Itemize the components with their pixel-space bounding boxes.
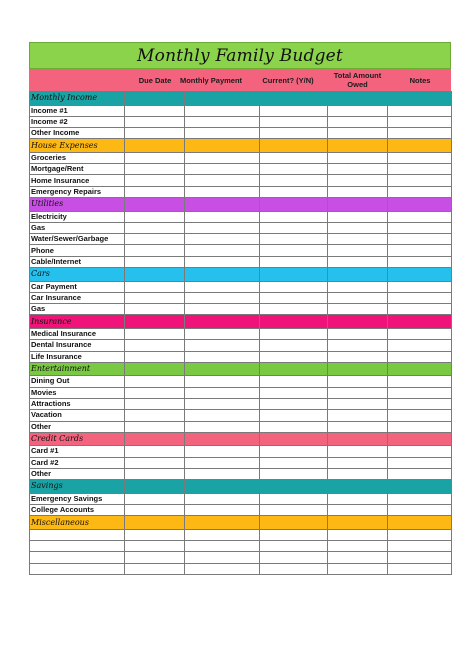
section-cell: [260, 432, 328, 446]
entry-cell[interactable]: [328, 529, 388, 540]
entry-cell[interactable]: [185, 304, 260, 315]
entry-cell[interactable]: [185, 256, 260, 267]
entry-cell[interactable]: [388, 105, 452, 116]
entry-cell[interactable]: [328, 505, 388, 516]
budget-row: [30, 351, 452, 362]
section-cell: [328, 480, 388, 494]
entry-cell[interactable]: [328, 128, 388, 139]
section-label: Miscellaneous: [30, 516, 125, 530]
section-cell: [125, 315, 185, 329]
entry-cell[interactable]: [125, 446, 185, 457]
entry-cell[interactable]: [328, 175, 388, 186]
row-label: [30, 529, 125, 540]
row-label: Home Insurance: [30, 175, 125, 186]
section-cell: [328, 362, 388, 376]
section-cell: [125, 139, 185, 153]
entry-cell[interactable]: [125, 234, 185, 245]
header-current: Current? (Y/N): [262, 75, 314, 85]
entry-cell[interactable]: [125, 493, 185, 504]
entry-cell[interactable]: [328, 446, 388, 457]
entry-cell[interactable]: [328, 376, 388, 387]
section-cell: [125, 268, 185, 282]
section-cell: [328, 516, 388, 530]
header-due-date: Due Date: [138, 75, 172, 85]
entry-cell[interactable]: [260, 552, 328, 563]
entry-cell[interactable]: [125, 505, 185, 516]
entry-cell[interactable]: [328, 281, 388, 292]
section-header-row: [30, 362, 452, 376]
section-cell: [185, 268, 260, 282]
entry-cell[interactable]: [260, 304, 328, 315]
section-header-row: [30, 432, 452, 446]
entry-cell[interactable]: [125, 304, 185, 315]
section-cell: [185, 362, 260, 376]
entry-cell[interactable]: [185, 211, 260, 222]
row-label: Income #2: [30, 116, 125, 127]
entry-cell[interactable]: [260, 421, 328, 432]
entry-cell[interactable]: [328, 304, 388, 315]
section-label: Cars: [30, 268, 125, 282]
entry-cell[interactable]: [388, 234, 452, 245]
section-cell: [260, 315, 328, 329]
entry-cell[interactable]: [185, 410, 260, 421]
entry-cell[interactable]: [388, 222, 452, 233]
entry-cell[interactable]: [328, 211, 388, 222]
row-label: Other: [30, 421, 125, 432]
entry-cell[interactable]: [260, 529, 328, 540]
row-label: Electricity: [30, 211, 125, 222]
entry-cell[interactable]: [328, 292, 388, 303]
row-label: Other: [30, 468, 125, 479]
entry-cell[interactable]: [388, 376, 452, 387]
entry-cell[interactable]: [185, 457, 260, 468]
section-cell: [260, 516, 328, 530]
section-label: Credit Cards: [30, 432, 125, 446]
budget-row: [30, 175, 452, 186]
page-title: Monthly Family Budget: [137, 45, 343, 66]
entry-cell[interactable]: [260, 376, 328, 387]
row-label: Vacation: [30, 410, 125, 421]
budget-row: [30, 387, 452, 398]
row-label: Gas: [30, 304, 125, 315]
entry-cell[interactable]: [328, 457, 388, 468]
section-cell: [328, 268, 388, 282]
entry-cell[interactable]: [388, 468, 452, 479]
entry-cell[interactable]: [185, 421, 260, 432]
row-label: [30, 541, 125, 552]
budget-row: [30, 304, 452, 315]
entry-cell[interactable]: [185, 387, 260, 398]
budget-row: [30, 468, 452, 479]
entry-cell[interactable]: [388, 387, 452, 398]
entry-cell[interactable]: [185, 292, 260, 303]
budget-row: [30, 552, 452, 563]
entry-cell[interactable]: [260, 256, 328, 267]
entry-cell[interactable]: [125, 256, 185, 267]
budget-row: [30, 529, 452, 540]
budget-row: [30, 256, 452, 267]
entry-cell[interactable]: [328, 105, 388, 116]
section-header-row: [30, 198, 452, 212]
entry-cell[interactable]: [260, 211, 328, 222]
budget-sheet: [29, 42, 451, 575]
budget-row: [30, 281, 452, 292]
column-header-row: [29, 69, 451, 91]
section-cell: [185, 315, 260, 329]
entry-cell[interactable]: [260, 164, 328, 175]
entry-cell[interactable]: [328, 387, 388, 398]
budget-row: [30, 186, 452, 197]
section-header-row: [30, 268, 452, 282]
row-label: Groceries: [30, 152, 125, 163]
entry-cell[interactable]: [185, 398, 260, 409]
section-cell: [260, 268, 328, 282]
budget-row: [30, 234, 452, 245]
entry-cell[interactable]: [125, 281, 185, 292]
entry-cell[interactable]: [328, 234, 388, 245]
entry-cell[interactable]: [185, 563, 260, 574]
section-cell: [125, 198, 185, 212]
entry-cell[interactable]: [260, 186, 328, 197]
row-label: [30, 552, 125, 563]
entry-cell[interactable]: [388, 128, 452, 139]
row-label: College Accounts: [30, 505, 125, 516]
budget-row: [30, 398, 452, 409]
entry-cell[interactable]: [185, 529, 260, 540]
entry-cell[interactable]: [328, 164, 388, 175]
entry-cell[interactable]: [125, 552, 185, 563]
section-header-row: [30, 92, 452, 106]
header-total-owed: Total Amount Owed: [333, 71, 382, 89]
entry-cell[interactable]: [260, 175, 328, 186]
entry-cell[interactable]: [185, 105, 260, 116]
entry-cell[interactable]: [328, 552, 388, 563]
entry-cell[interactable]: [388, 164, 452, 175]
entry-cell[interactable]: [260, 387, 328, 398]
entry-cell[interactable]: [388, 505, 452, 516]
entry-cell[interactable]: [125, 328, 185, 339]
row-label: Water/Sewer/Garbage: [30, 234, 125, 245]
section-header-row: [30, 139, 452, 153]
entry-cell[interactable]: [185, 234, 260, 245]
section-cell: [125, 480, 185, 494]
entry-cell[interactable]: [328, 563, 388, 574]
entry-cell[interactable]: [185, 541, 260, 552]
budget-table: [29, 91, 452, 575]
entry-cell[interactable]: [328, 328, 388, 339]
entry-cell[interactable]: [125, 340, 185, 351]
entry-cell[interactable]: [260, 398, 328, 409]
section-cell: [125, 432, 185, 446]
header-monthly-payment: Monthly Payment: [179, 75, 243, 85]
section-cell: [185, 516, 260, 530]
entry-cell[interactable]: [388, 351, 452, 362]
entry-cell[interactable]: [260, 292, 328, 303]
budget-row: [30, 541, 452, 552]
entry-cell[interactable]: [185, 340, 260, 351]
row-label: Gas: [30, 222, 125, 233]
entry-cell[interactable]: [328, 340, 388, 351]
entry-cell[interactable]: [388, 398, 452, 409]
section-cell: [328, 92, 388, 106]
budget-row: [30, 116, 452, 127]
row-label: Life Insurance: [30, 351, 125, 362]
section-cell: [388, 516, 452, 530]
budget-row: [30, 457, 452, 468]
entry-cell[interactable]: [125, 152, 185, 163]
entry-cell[interactable]: [185, 468, 260, 479]
entry-cell[interactable]: [125, 175, 185, 186]
section-cell: [185, 198, 260, 212]
entry-cell[interactable]: [125, 351, 185, 362]
section-cell: [185, 432, 260, 446]
row-label: Phone: [30, 245, 125, 256]
section-cell: [260, 198, 328, 212]
entry-cell[interactable]: [260, 446, 328, 457]
entry-cell[interactable]: [388, 493, 452, 504]
entry-cell[interactable]: [260, 234, 328, 245]
entry-cell[interactable]: [328, 186, 388, 197]
entry-cell[interactable]: [125, 292, 185, 303]
section-cell: [328, 198, 388, 212]
section-header-row: [30, 516, 452, 530]
entry-cell[interactable]: [388, 328, 452, 339]
budget-row: [30, 376, 452, 387]
entry-cell[interactable]: [260, 328, 328, 339]
entry-cell[interactable]: [125, 222, 185, 233]
entry-cell[interactable]: [328, 152, 388, 163]
section-cell: [328, 432, 388, 446]
section-label: Savings: [30, 480, 125, 494]
entry-cell[interactable]: [185, 505, 260, 516]
row-label: Car Payment: [30, 281, 125, 292]
budget-row: [30, 563, 452, 574]
row-label: Medical Insurance: [30, 328, 125, 339]
entry-cell[interactable]: [388, 541, 452, 552]
entry-cell[interactable]: [328, 421, 388, 432]
section-cell: [388, 92, 452, 106]
section-cell: [388, 268, 452, 282]
entry-cell[interactable]: [388, 186, 452, 197]
section-cell: [260, 139, 328, 153]
section-label: Entertainment: [30, 362, 125, 376]
entry-cell[interactable]: [388, 211, 452, 222]
entry-cell[interactable]: [260, 351, 328, 362]
entry-cell[interactable]: [185, 245, 260, 256]
entry-cell[interactable]: [328, 398, 388, 409]
row-label: Income #1: [30, 105, 125, 116]
entry-cell[interactable]: [388, 116, 452, 127]
entry-cell[interactable]: [185, 552, 260, 563]
budget-row: [30, 446, 452, 457]
budget-row: [30, 505, 452, 516]
section-cell: [388, 198, 452, 212]
budget-row: [30, 292, 452, 303]
row-label: [30, 563, 125, 574]
entry-cell[interactable]: [260, 410, 328, 421]
entry-cell[interactable]: [260, 563, 328, 574]
entry-cell[interactable]: [260, 340, 328, 351]
entry-cell[interactable]: [388, 421, 452, 432]
section-header-row: [30, 315, 452, 329]
entry-cell[interactable]: [328, 116, 388, 127]
entry-cell[interactable]: [185, 328, 260, 339]
section-cell: [185, 139, 260, 153]
entry-cell[interactable]: [388, 152, 452, 163]
section-cell: [328, 139, 388, 153]
entry-cell[interactable]: [388, 281, 452, 292]
budget-row: [30, 493, 452, 504]
row-label: Other Income: [30, 128, 125, 139]
entry-cell[interactable]: [388, 457, 452, 468]
entry-cell[interactable]: [388, 529, 452, 540]
entry-cell[interactable]: [260, 505, 328, 516]
section-cell: [388, 315, 452, 329]
entry-cell[interactable]: [260, 468, 328, 479]
section-cell: [388, 139, 452, 153]
entry-cell[interactable]: [185, 116, 260, 127]
entry-cell[interactable]: [260, 116, 328, 127]
entry-cell[interactable]: [260, 105, 328, 116]
row-label: Emergency Repairs: [30, 186, 125, 197]
section-header-row: [30, 480, 452, 494]
entry-cell[interactable]: [260, 281, 328, 292]
budget-row: [30, 128, 452, 139]
row-label: Cable/Internet: [30, 256, 125, 267]
section-cell: [260, 92, 328, 106]
section-label: Insurance: [30, 315, 125, 329]
entry-cell[interactable]: [185, 376, 260, 387]
entry-cell[interactable]: [125, 541, 185, 552]
row-label: Dental Insurance: [30, 340, 125, 351]
entry-cell[interactable]: [125, 421, 185, 432]
budget-row: [30, 222, 452, 233]
entry-cell[interactable]: [185, 152, 260, 163]
entry-cell[interactable]: [125, 398, 185, 409]
section-label: Utilities: [30, 198, 125, 212]
section-label: House Expenses: [30, 139, 125, 153]
section-cell: [260, 480, 328, 494]
entry-cell[interactable]: [388, 410, 452, 421]
section-cell: [388, 362, 452, 376]
row-label: Card #1: [30, 446, 125, 457]
entry-cell[interactable]: [328, 468, 388, 479]
entry-cell[interactable]: [388, 175, 452, 186]
entry-cell[interactable]: [125, 245, 185, 256]
title-bar: [29, 42, 451, 69]
entry-cell[interactable]: [185, 175, 260, 186]
section-cell: [125, 92, 185, 106]
header-notes: Notes: [409, 75, 431, 85]
entry-cell[interactable]: [185, 493, 260, 504]
entry-cell[interactable]: [328, 351, 388, 362]
budget-row: [30, 152, 452, 163]
budget-row: [30, 421, 452, 432]
entry-cell[interactable]: [185, 222, 260, 233]
budget-row: [30, 340, 452, 351]
entry-cell[interactable]: [260, 152, 328, 163]
row-label: Dining Out: [30, 376, 125, 387]
entry-cell[interactable]: [125, 376, 185, 387]
section-cell: [260, 362, 328, 376]
section-cell: [125, 362, 185, 376]
entry-cell[interactable]: [328, 245, 388, 256]
entry-cell[interactable]: [125, 457, 185, 468]
entry-cell[interactable]: [388, 245, 452, 256]
entry-cell[interactable]: [328, 222, 388, 233]
entry-cell[interactable]: [328, 493, 388, 504]
entry-cell[interactable]: [388, 304, 452, 315]
entry-cell[interactable]: [260, 493, 328, 504]
entry-cell[interactable]: [388, 292, 452, 303]
entry-cell[interactable]: [260, 457, 328, 468]
budget-row: [30, 328, 452, 339]
row-label: Car Insurance: [30, 292, 125, 303]
entry-cell[interactable]: [260, 245, 328, 256]
entry-cell[interactable]: [185, 351, 260, 362]
row-label: Movies: [30, 387, 125, 398]
entry-cell[interactable]: [388, 563, 452, 574]
section-cell: [328, 315, 388, 329]
budget-row: [30, 105, 452, 116]
row-label: Card #2: [30, 457, 125, 468]
entry-cell[interactable]: [125, 105, 185, 116]
section-cell: [125, 516, 185, 530]
section-cell: [388, 432, 452, 446]
entry-cell[interactable]: [328, 256, 388, 267]
entry-cell[interactable]: [328, 410, 388, 421]
section-cell: [185, 92, 260, 106]
entry-cell[interactable]: [125, 468, 185, 479]
entry-cell[interactable]: [260, 541, 328, 552]
entry-cell[interactable]: [125, 387, 185, 398]
entry-cell[interactable]: [185, 128, 260, 139]
entry-cell[interactable]: [388, 340, 452, 351]
entry-cell[interactable]: [185, 186, 260, 197]
entry-cell[interactable]: [125, 563, 185, 574]
entry-cell[interactable]: [185, 446, 260, 457]
entry-cell[interactable]: [260, 222, 328, 233]
entry-cell[interactable]: [388, 446, 452, 457]
entry-cell[interactable]: [125, 164, 185, 175]
entry-cell[interactable]: [328, 541, 388, 552]
entry-cell[interactable]: [125, 128, 185, 139]
entry-cell[interactable]: [388, 256, 452, 267]
budget-row: [30, 245, 452, 256]
entry-cell[interactable]: [260, 128, 328, 139]
entry-cell[interactable]: [125, 116, 185, 127]
entry-cell[interactable]: [185, 281, 260, 292]
section-cell: [185, 480, 260, 494]
row-label: Mortgage/Rent: [30, 164, 125, 175]
entry-cell[interactable]: [125, 410, 185, 421]
budget-row: [30, 211, 452, 222]
entry-cell[interactable]: [125, 529, 185, 540]
entry-cell[interactable]: [185, 164, 260, 175]
row-label: Attractions: [30, 398, 125, 409]
budget-row: [30, 164, 452, 175]
section-cell: [388, 480, 452, 494]
entry-cell[interactable]: [388, 552, 452, 563]
entry-cell[interactable]: [125, 186, 185, 197]
section-label: Monthly Income: [30, 92, 125, 106]
entry-cell[interactable]: [125, 211, 185, 222]
row-label: Emergency Savings: [30, 493, 125, 504]
budget-row: [30, 410, 452, 421]
